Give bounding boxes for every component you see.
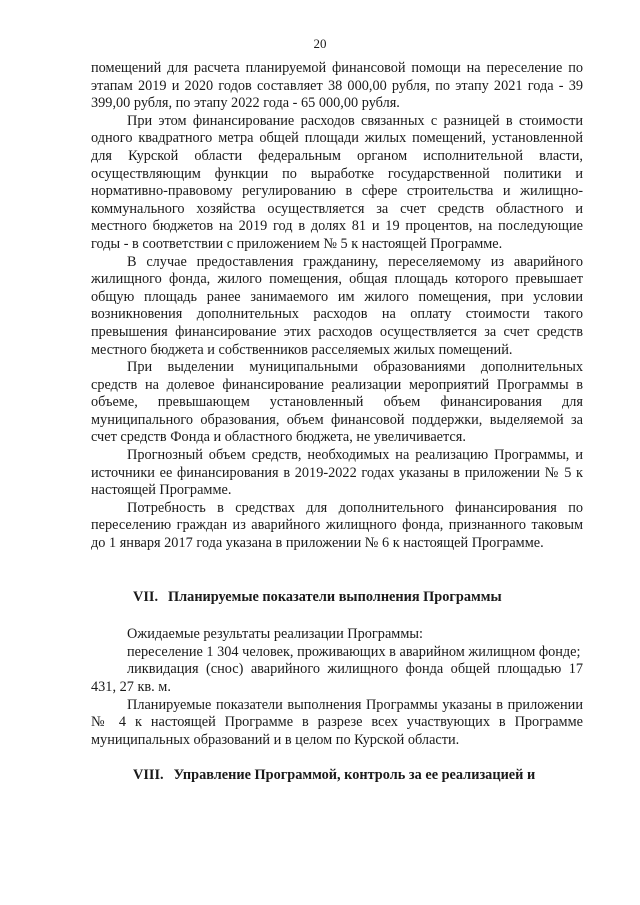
section-title: Управление Программой, контроль за ее реализацией и — [173, 767, 536, 784]
section-title: Планируемые показатели выполнения Программы — [168, 588, 502, 605]
paragraph: В случае предоставления гражданину, переселяемому из аварийного жилищного фонда, жилого помещения, общая площадь которого превышает общую площадь ранее занимаемого им жилого помещения, при условии возникновения дополнительных расходов на оплату стоимости такого превышения финансирование этих расходов осуществляется за счет средств местного бюджета и собственников расселяемых жилых помещений. — [91, 253, 583, 358]
paragraph: помещений для расчета планируемой финансовой помощи на переселение по этапам 2019 и 2020 годов составляет 38 000,00 рубля, по этапу 2021 года - 39 399,00 рубля, по этапу 2022 года - 65 000,00 рубля. — [91, 60, 583, 112]
paragraph: При выделении муниципальными образованиями дополнительных средств на долевое финансирование реализации мероприятий Программы в объеме, превышающем установленный объем финансирования для муниципального образования, объем финансовой поддержки, выделяемой за счет средств Фонда и областного бюджета, не увеличивается. — [91, 359, 583, 446]
page-number: 20 — [313, 36, 327, 51]
paragraph: Потребность в средствах для дополнительного финансирования по переселению граждан из аварийного жилищного фонда, признанного таковым до 1 января 2017 года указана в приложении № 6 к настоящей Программе. — [91, 499, 583, 552]
paragraph: Планируемые показатели выполнения Программы указаны в приложении № 4 к настоящей Программе в разрезе всех участвующих в Программе муниципальных образований и в целом по Курской области. — [91, 696, 583, 748]
section-number: VIII. — [133, 767, 164, 784]
section-heading-8 — [91, 767, 583, 785]
document-body — [91, 60, 583, 785]
paragraph: Ожидаемые результаты реализации Программы: — [127, 626, 423, 643]
paragraph: Прогнозный объем средств, необходимых на реализацию Программы, и источники ее финансирования в 2019-2022 годах указаны в приложении № 5 к настоящей Программе. — [91, 447, 583, 499]
paragraph: При этом финансирование расходов связанных с разницей в стоимости одного квадратного метра общей площади жилых помещений, установленной для Курской области федеральным органом исполнительной власти, осуществляющим функции по выработке государственной политики и нормативно-правовому регулированию в сфере строительства и жилищно-коммунального хозяйства осуществляется за счет средств областного и местного бюджетов на 2019 год в долях 81 и 19 процентов, на последующие годы - в соответствии с приложением № 5 к настоящей Программе. — [91, 112, 583, 252]
section-number: VII. — [133, 588, 159, 605]
section-heading-7 — [91, 589, 583, 607]
paragraph: переселение 1 304 человек, проживающих в аварийном жилищном фонде; — [127, 643, 581, 660]
paragraph: ликвидация (снос) аварийного жилищного фонда общей площадью 17 431, 27 кв. м. — [91, 661, 583, 695]
